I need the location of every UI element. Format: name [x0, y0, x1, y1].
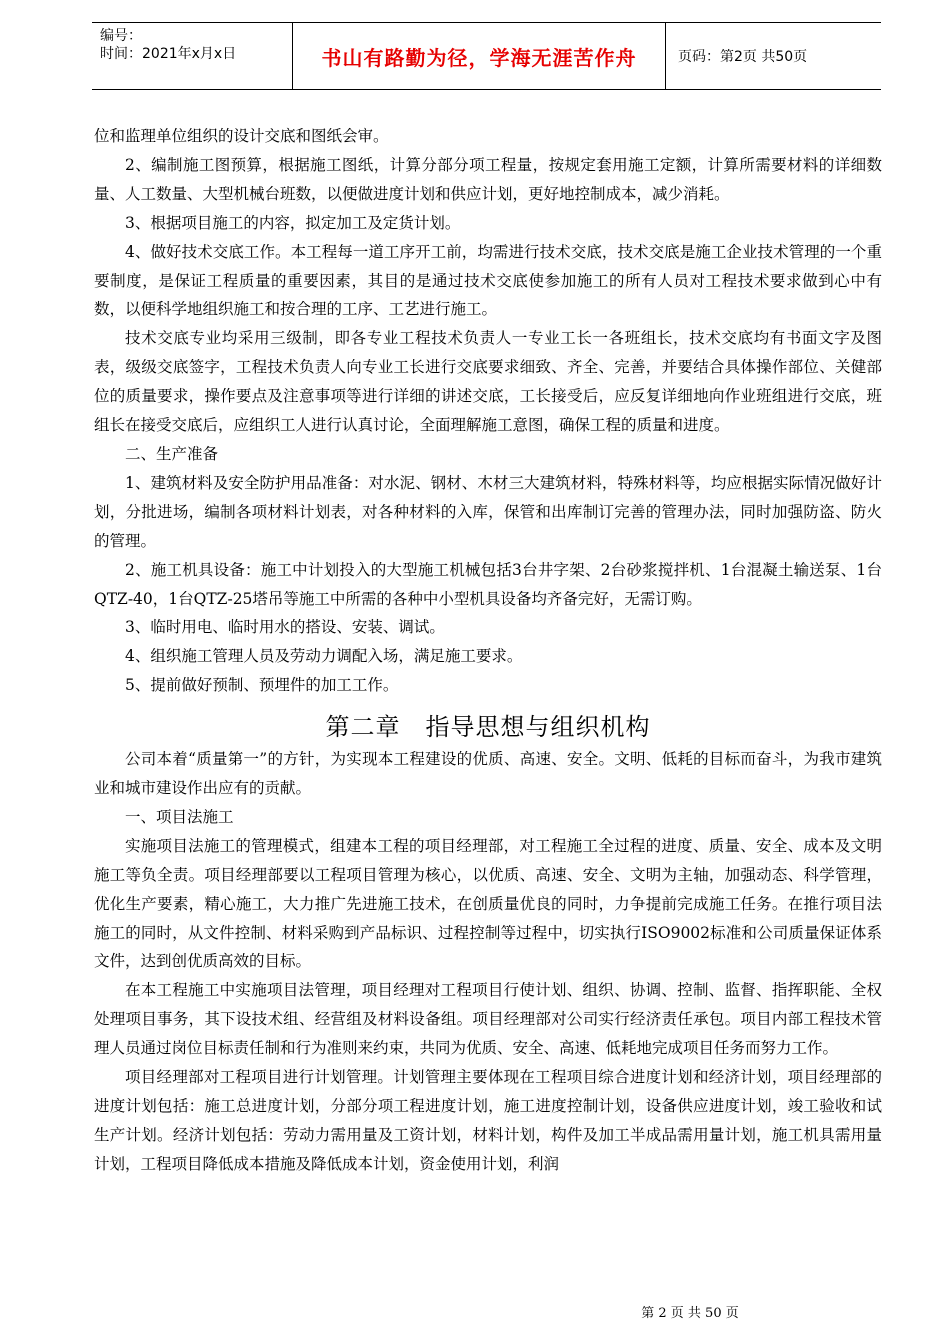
paragraph: 技术交底专业均采用三级制，即各专业工程技术负责人一专业工长一各班组长，技术交底均有书面文字及图表，级级交底签字，工程技术负责人向专业工长进行交底要求细致、齐全、完善，并要结合具体操作部位、关健部位的质量要求，操作要点及注意事项等进行详细的讲述交底，工长接受后，应反复详细地向作业班组进行交底，班组长在接受交底后，应组织工人进行认真讨论，全面理解施工意图，确保工程的质量和进度。 [94, 329, 882, 435]
header-page-info: 页码：第2页 共50页 [666, 23, 882, 90]
paragraph: 公司本着“质量第一”的方针，为实现本工程建设的优质、高速、安全。文明、低耗的目标而奋斗，为我市建筑业和城市建设作出应有的贡献。 [94, 750, 882, 798]
paragraph: 在本工程施工中实施项目法管理，项目经理对工程项目行使计划、组织、协调、控制、监督、指挥职能、全权处理项目事务，其下设技术组、经营组及材料设备组。项目经理部对公司实行经济责任承包。项目内部工程技术管理人员通过岗位目标责任制和行为准则来约束，共同为优质、安全、高速、低耗地完成项目任务而努力工作。 [94, 981, 882, 1058]
paragraph: 3、临时用电、临时用水的搭设、安装、调试。 [125, 618, 445, 637]
document-body [94, 122, 882, 1179]
paragraph: 1、建筑材料及安全防护用品准备：对水泥、钢材、木材三大建筑材料，特殊材料等，均应根据实际情况做好计划，分批进场，编制各项材料计划表，对各种材料的入库，保管和出库制订完善的管理办法，同时加强防盗、防火的管理。 [94, 473, 882, 550]
paragraph: 项目经理部对工程项目进行计划管理。计划管理主要体现在工程项目综合进度计划和经济计划，项目经理部的进度计划包括：施工总进度计划，分部分项工程进度计划，施工进度控制计划，设备供应进度计划，竣工验收和试生产计划。经济计划包括：劳动力需用量及工资计划，材料计划，构件及加工半成品需用量计划，施工机具需用量计划，工程项目降低成本措施及降低成本计划，资金使用计划，利润 [94, 1068, 882, 1173]
paragraph: 2、编制施工图预算，根据施工图纸，计算分部分项工程量，按规定套用施工定额，计算所需要材料的详细数量、人工数量、大型机械台班数，以便做进度计划和供应计划，更好地控制成本，减少消耗。 [94, 155, 882, 203]
paragraph: 3、根据项目施工的内容，拟定加工及定货计划。 [125, 213, 461, 232]
page-footer [0, 1302, 950, 1321]
chapter-title: 第二章 指导思想与组织机构 [325, 713, 651, 742]
paragraph: 位和监理单位组织的设计交底和图纸会审。 [94, 127, 389, 145]
document-number-label: 编号： [100, 28, 142, 44]
paragraph: 4、做好技术交底工作。本工程每一道工序开工前，均需进行技术交底，技术交底是施工企业技术管理的一个重要制度，是保证工程质量的重要因素，其目的是通过技术交底使参加施工的所有人员对工程技术要求做到心中有数，以便科学地组织施工和按合理的工序、工艺进行施工。 [94, 242, 882, 319]
section-heading: 一、项目法施工 [125, 807, 234, 826]
paragraph: 2、施工机具设备：施工中计划投入的大型施工机械包括3台井字架、2台砂浆搅拌机、1台混凝土输送泵、1台QTZ-40，1台QTZ-25塔吊等施工中所需的各种中小型机具设备均齐备完好，无需订购。 [94, 560, 882, 608]
header-meta [92, 23, 293, 90]
document-time: 时间：2021年x月x日 [100, 46, 237, 62]
header-motto: 书山有路勤为径，学海无涯苦作舟 [293, 23, 666, 90]
paragraph: 5、提前做好预制、预埋件的加工工作。 [125, 676, 399, 695]
footer-page-number: 第 2 页 共 50 页 [641, 1306, 739, 1321]
paragraph: 实施项目法施工的管理模式，组建本工程的项目经理部，对工程施工全过程的进度、质量、安全、成本及文明施工等负全责。项目经理部要以工程项目管理为核心，以优质、高速、安全、文明为主轴，加强动态、科学管理，优化生产要素，精心施工，大力推广先进施工技术，在创质量优良的同时，力争提前完成施工任务。在推行项目法施工的同时，从文件控制、材料采购到产品标识、过程控制等过程中，切实执行ISO9002标准和公司质量保证体系文件，达到创优质高效的目标。 [94, 836, 882, 971]
page-header [92, 22, 881, 90]
section-heading: 二、生产准备 [125, 444, 219, 463]
paragraph: 4、组织施工管理人员及劳动力调配入场，满足施工要求。 [125, 647, 523, 666]
